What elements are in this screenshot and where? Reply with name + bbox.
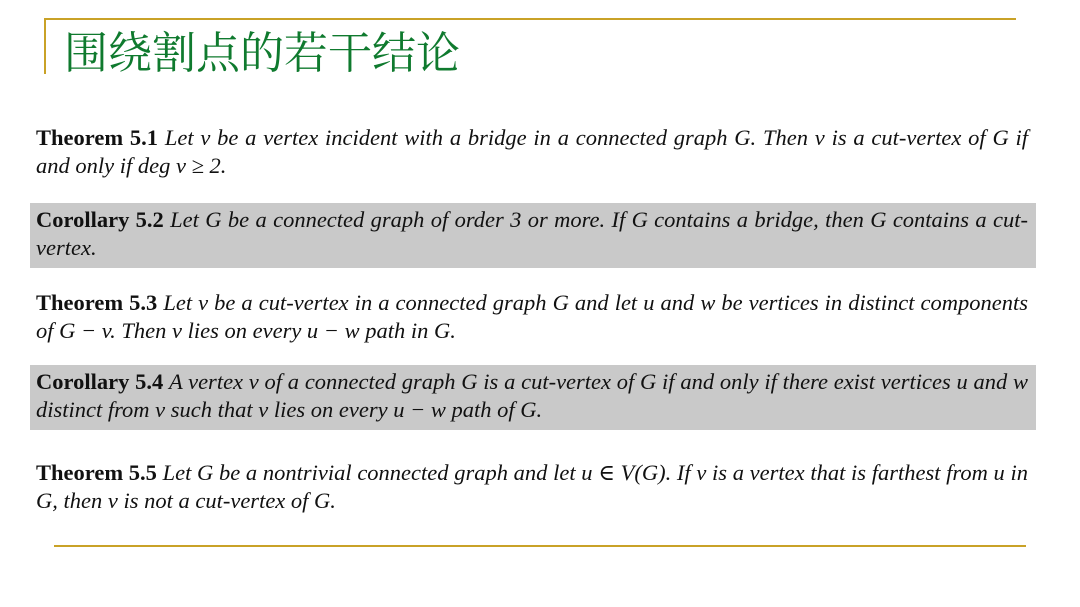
corollary-5-2-statement: Let G be a connected graph of order 3 or more. If G contains a bridge, then G contains a cut-vertex. [36,207,1028,260]
theorem-5-5 [30,456,1036,518]
corollary-5-4-statement: A vertex v of a connected graph G is a cut-vertex of G if and only if there exist vertices u and w distinct from v such that v lies on every u − w path of G. [36,369,1029,422]
theorem-5-1 [30,121,1036,183]
theorem-5-5-statement: Let G be a nontrivial connected graph and let u ∈ V(G). If v is a vertex that is farthest from u in G, then v is not a cut-vertex of G. [36,460,1028,513]
bottom-rule [54,545,1026,547]
theorem-5-3-label: Theorem 5.3 [36,290,158,315]
theorem-5-3-statement: Let v be a cut-vertex in a connected graph G and let u and w be vertices in distinct components of G − v. Then v lies on every u − w path in G. [36,290,1029,343]
corollary-5-4 [30,365,1036,430]
slide-title: 围绕割点的若干结论 [64,28,460,79]
corollary-5-2-label: Corollary 5.2 [36,207,164,232]
corollary-5-2 [30,203,1036,268]
title-top-rule [44,18,1016,20]
corollary-5-4-label: Corollary 5.4 [36,369,164,394]
title-left-rule [44,18,46,74]
theorem-5-1-statement: Let v be a vertex incident with a bridge in a connected graph G. Then v is a cut-vertex of G if and only if deg v ≥ 2. [36,125,1029,178]
theorem-5-3 [30,286,1036,348]
theorem-5-1-label: Theorem 5.1 [36,125,158,150]
theorem-5-5-label: Theorem 5.5 [36,460,157,485]
